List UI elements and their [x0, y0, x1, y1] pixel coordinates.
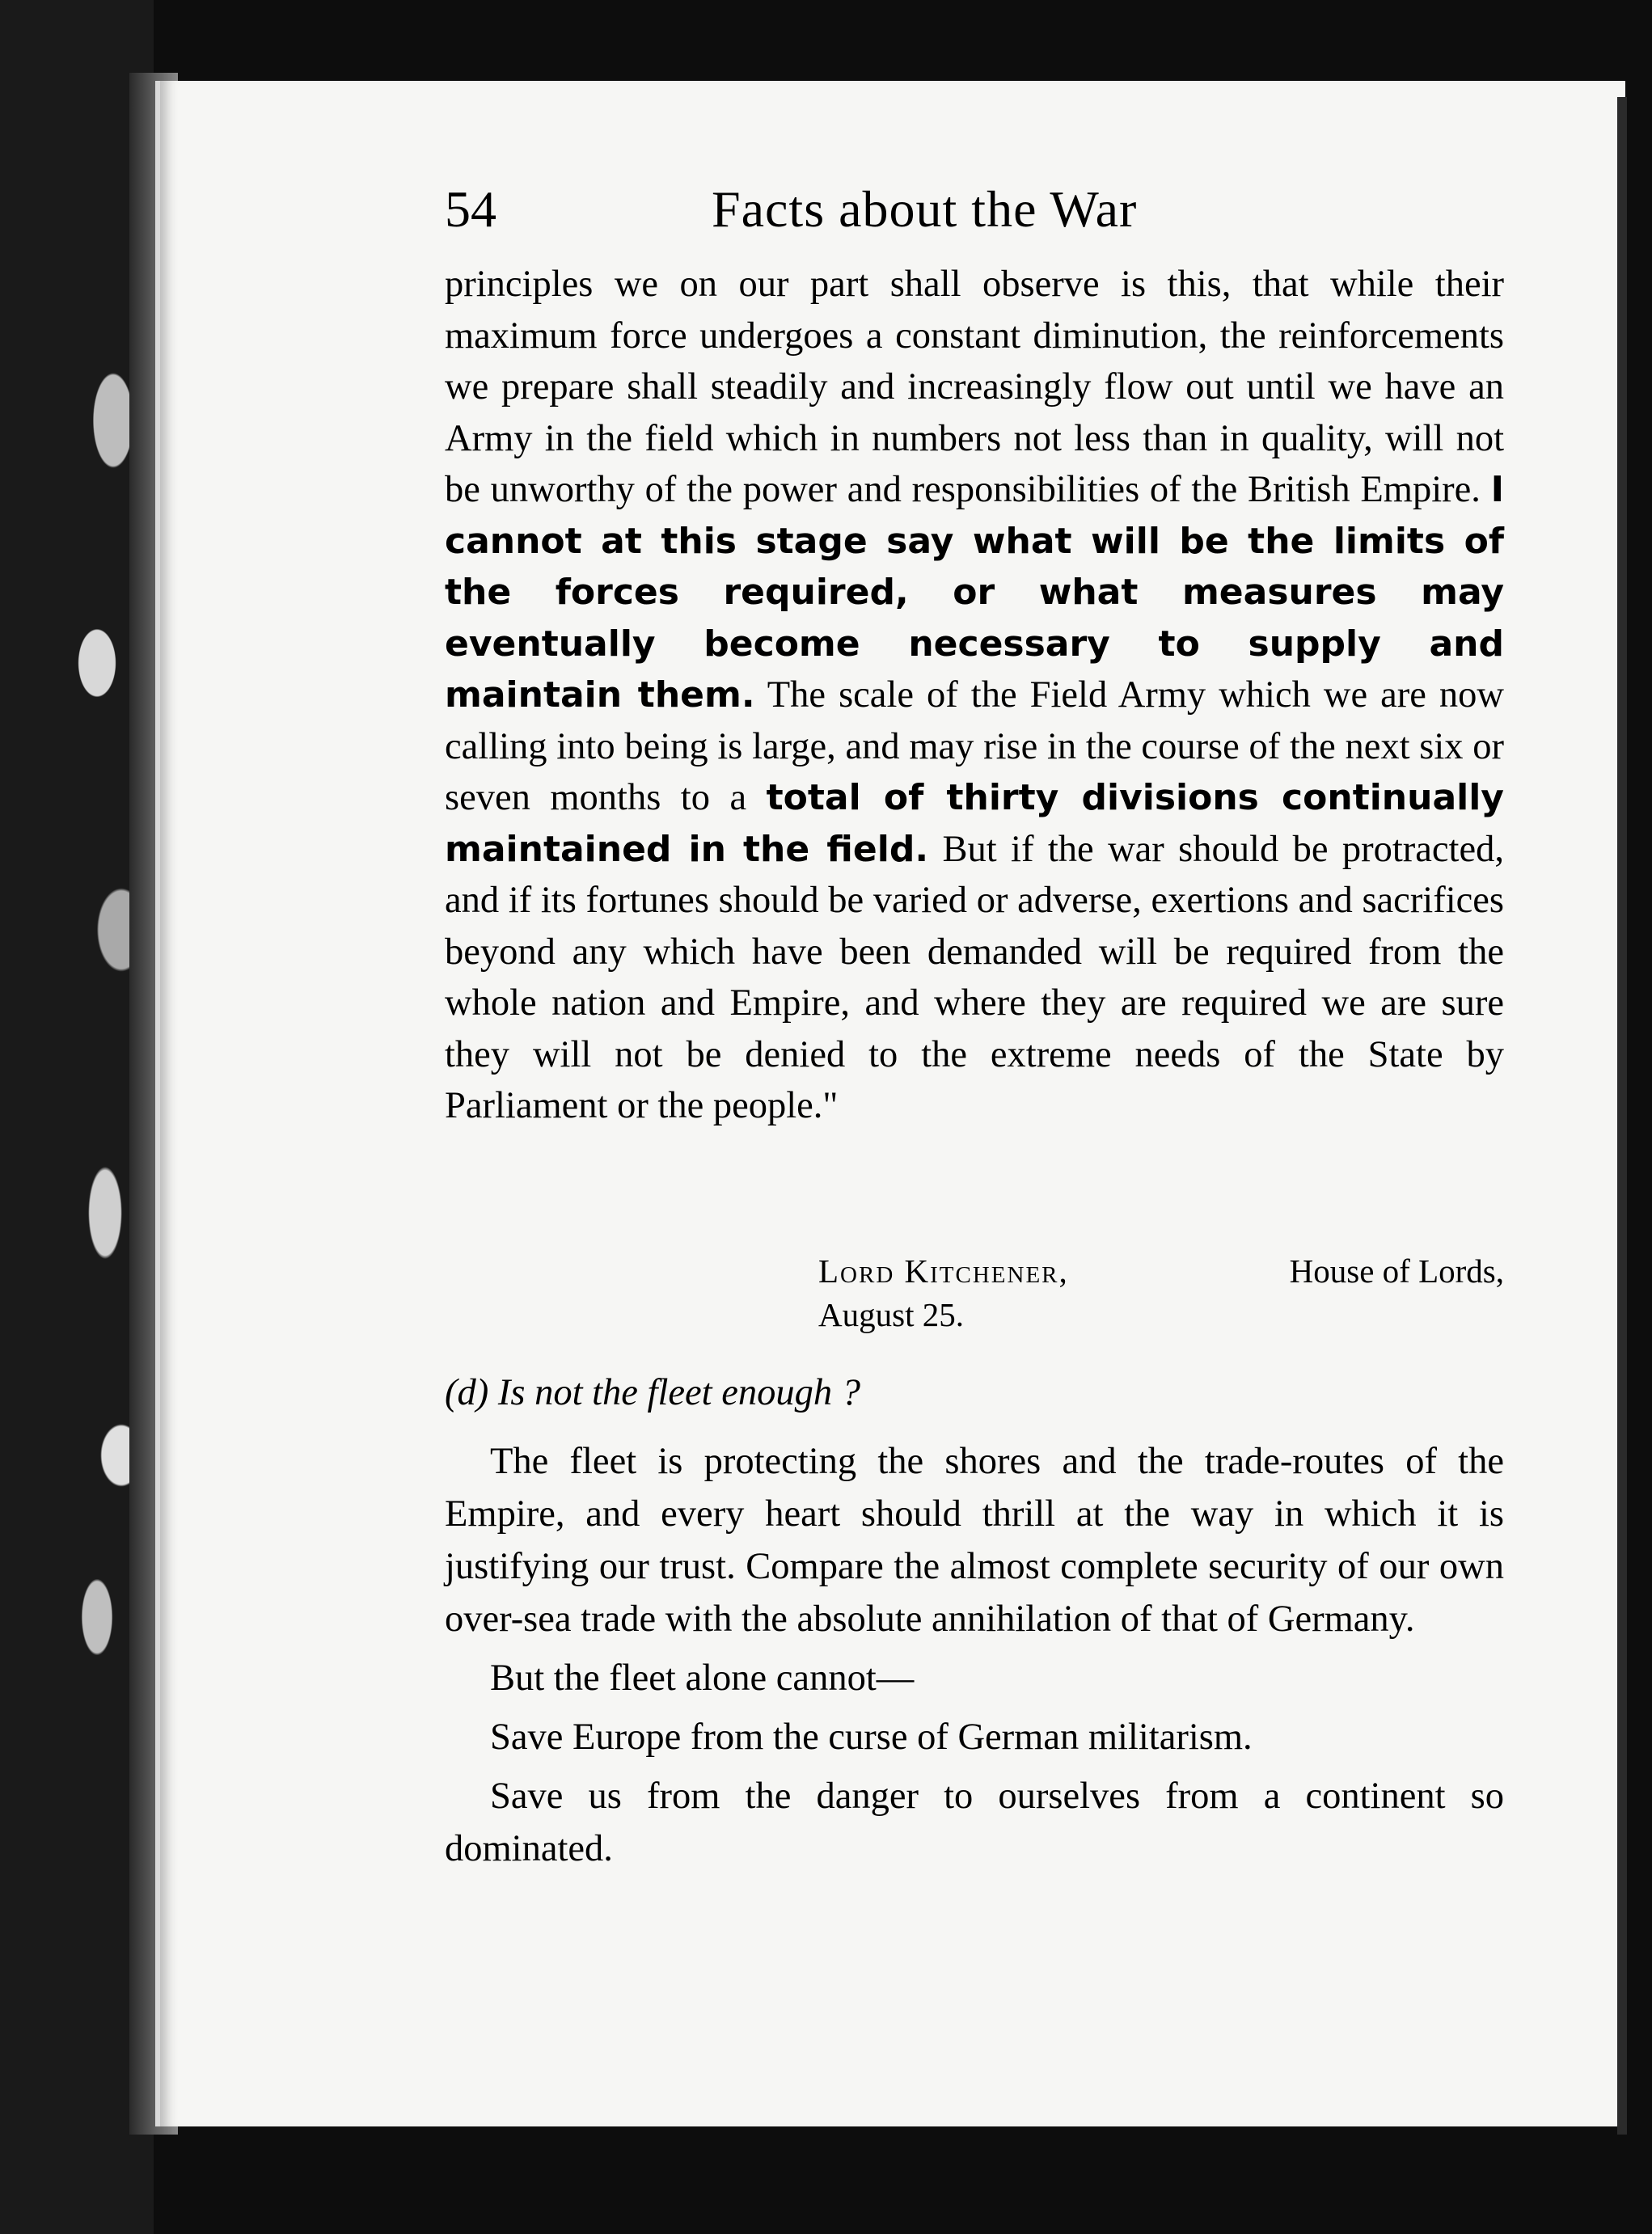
page-header — [445, 179, 1504, 252]
page-number: 54 — [445, 180, 496, 238]
quote-segment-bold: total of thirty divisions continually maintained in the field. — [445, 777, 1504, 870]
attribution-place: House of Lords, — [1289, 1252, 1504, 1290]
attribution-date: August 25. — [818, 1296, 964, 1333]
quote-body — [445, 259, 1504, 1132]
section-heading — [445, 1366, 1504, 1419]
section-label: (d) — [445, 1372, 489, 1413]
page-right-edge — [1617, 97, 1627, 2135]
quote-segment: The scale of the Field Army which we are now calling into being is large, and may rise in the course of the next six or seven months to a — [445, 674, 1504, 818]
attribution-name: Lord Kitchener, — [818, 1252, 1069, 1290]
section-d — [445, 1366, 1504, 1875]
attribution — [818, 1249, 1504, 1337]
section-paragraph: Save Europe from the curse of German militarism. — [490, 1717, 1253, 1758]
running-title: Facts about the War — [712, 180, 1138, 238]
section-paragraph: The fleet is protecting the shores and the trade-routes of the Empire, and every heart should thrill at the way in which it is justifying our trust. Compare the almost complete security of our own over-sea trade with the absolute annihilation of that of Germany. — [445, 1441, 1504, 1640]
quote-segment-bold: I cannot at this stage say what will be the limits of the forces required, or what measures may eventually become necessary to supply and maintain them. — [445, 469, 1504, 716]
section-paragraph: Save us from the danger to ourselves from a continent so dominated. — [445, 1776, 1504, 1869]
section-paragraph: But the fleet alone cannot— — [490, 1658, 915, 1699]
section-title: Is not the fleet enough ? — [497, 1372, 860, 1413]
quote-paragraph — [445, 259, 1504, 1132]
quote-segment: But if the war should be protracted, and if its fortunes should be varied or adverse, exertions and sacrifices beyond any which have been demanded will be required from the whole nation and Empire, and where they are required we are sure they will not be denied to the extreme needs of the State by Parliament or the people." — [445, 828, 1504, 1126]
quote-segment: principles we on our part shall observe is this, that while their maximum force undergoes a constant diminution, the reinforcements we prepare shall steadily and increasingly flow out until we have an Army in the field which in numbers not less than in quality, will not be unworthy of the power and responsibilities of the British Empire. — [445, 264, 1504, 510]
